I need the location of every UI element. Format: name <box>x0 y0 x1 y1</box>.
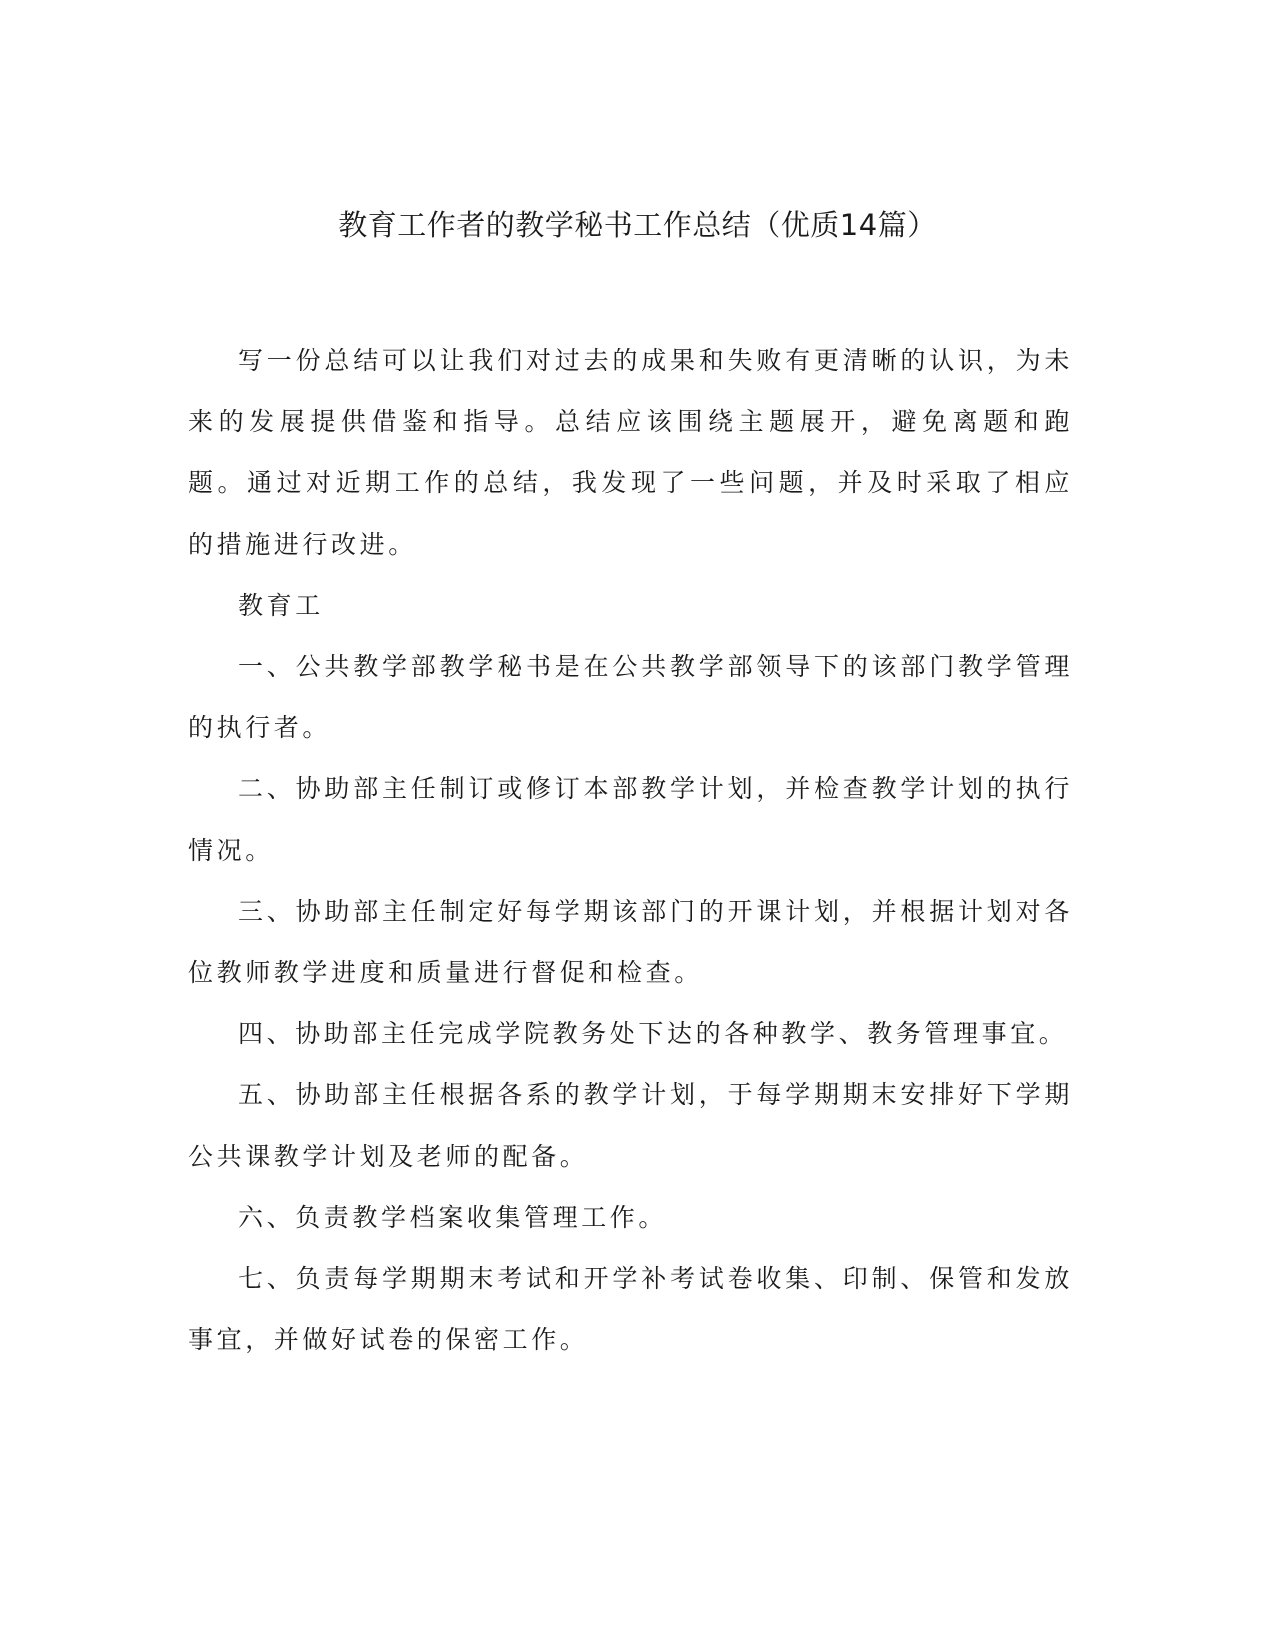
paragraph-item-5: 五、协助部主任根据各系的教学计划，于每学期期末安排好下学期公共课教学计划及老师的配备。 <box>188 1080 1073 1171</box>
document-body <box>188 330 1073 1370</box>
paragraph-item-4: 四、协助部主任完成学院教务处下达的各种教学、教务管理事宜。 <box>238 1019 1068 1049</box>
document-title: 教育工作者的教学秘书工作总结（优质14篇） <box>338 208 937 242</box>
paragraph-item-2: 二、协助部主任制订或修订本部教学计划，并检查教学计划的执行情况。 <box>188 774 1073 865</box>
paragraph-item-6: 六、负责教学档案收集管理工作。 <box>238 1202 668 1232</box>
paragraph-item-7: 七、负责每学期期末考试和开学补考试卷收集、印制、保管和发放事宜，并做好试卷的保密工作。 <box>188 1264 1073 1355</box>
paragraph-item-1: 一、公共教学部教学秘书是在公共教学部领导下的该部门教学管理的执行者。 <box>188 652 1073 743</box>
paragraph-item-3: 三、协助部主任制定好每学期该部门的开课计划，并根据计划对各位教师教学进度和质量进行督促和检查。 <box>188 896 1073 988</box>
paragraph-heading-fragment: 教育工 <box>238 590 324 620</box>
paragraph-intro: 写一份总结可以让我们对过去的成果和失败有更清晰的认识，为未来的发展提供借鉴和指导。总结应该围绕主题展开，避免离题和跑题。通过对近期工作的总结，我发现了一些问题，并及时采取了相应的措施进行改进。 <box>188 346 1073 559</box>
